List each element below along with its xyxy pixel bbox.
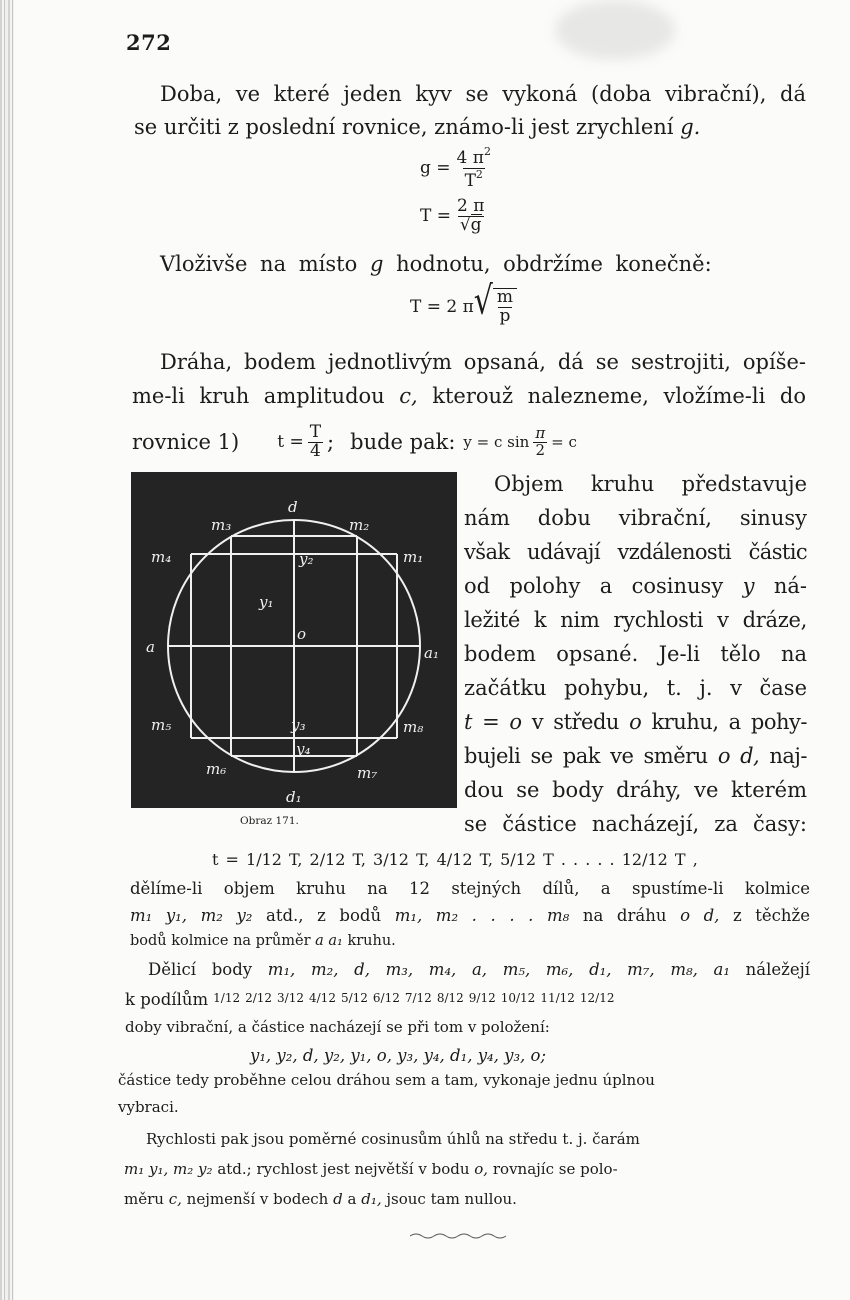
text: náležejí (745, 960, 810, 979)
text: hodnotu, obdržíme konečně: (396, 252, 712, 276)
side-line-4 (464, 576, 807, 597)
ellipsis: . . . . . (560, 850, 615, 869)
paragraph-3-line-1: Dráha, bodem jednotlivým opsaná, dá se sestrojiti, opíše- (160, 350, 806, 374)
text: naj- (769, 744, 807, 768)
figure-circle-diagram (131, 472, 457, 808)
label-m1: m₁ (403, 548, 424, 566)
paragraph-3-line-2 (132, 386, 806, 407)
fraction (308, 424, 323, 461)
side-line-9 (464, 746, 807, 767)
fraction: 6/12 (372, 991, 400, 1005)
time-item: 4/12 T (436, 850, 488, 869)
numerator: π (535, 424, 546, 443)
paragraph-4-line-3 (130, 934, 396, 949)
math: m₁, m₂ . . . . m₈ (394, 906, 570, 925)
exponent: 2 (483, 145, 491, 158)
fraction (455, 146, 493, 191)
text: z těchže (733, 906, 811, 925)
numerator: 2 π (457, 196, 485, 216)
paragraph-4-line-2 (130, 908, 810, 925)
paper-stain (555, 0, 675, 60)
text: bude pak: (350, 429, 456, 454)
side-line-11: se částice nacházejí, za časy: (464, 812, 807, 836)
fraction: 5/12 (340, 991, 368, 1005)
text: se určiti z poslední rovnice, známo-li jest zrychlení (134, 115, 674, 139)
fraction (455, 198, 486, 235)
label-y1: y₁ (259, 593, 274, 611)
exponent: 2 (475, 167, 483, 181)
side-line-2: nám dobu vibrační, sinusy (464, 506, 807, 530)
equation-T-final (410, 278, 517, 326)
math: m₁ y₁, m₂ y₂ (124, 1160, 213, 1178)
eq-lhs: T = (420, 206, 451, 227)
paragraph-4-line-1: dělíme-li objem kruhu na 12 stejných dílů, a spustíme-li kolmice (130, 879, 810, 898)
page-number: 272 (126, 30, 172, 55)
label-y4: y₄ (296, 740, 311, 758)
math: d₁, (361, 1190, 382, 1208)
paragraph-5-line-3: doby vibrační, a částice nacházejí se při tom v položení: (125, 1018, 550, 1036)
variable-od: o d, (717, 744, 760, 768)
text: rovnice 1) (132, 429, 240, 454)
text: ná- (773, 574, 807, 598)
math: o d, (680, 906, 720, 925)
fraction (533, 426, 547, 459)
eq-lhs: T = 2 π (410, 296, 474, 317)
paragraph-6-line-1: Rychlosti pak jsou poměrné cosinusům úhlů na středu t. j. čarám (146, 1130, 640, 1148)
paragraph-5-line-6: vybraci. (118, 1098, 179, 1116)
paragraph-1-line-2 (134, 117, 700, 138)
fraction: 9/12 (468, 991, 496, 1005)
text: měru (124, 1190, 164, 1208)
math: c, (168, 1190, 182, 1208)
fraction: 1/12 (213, 991, 241, 1005)
time-item: 1/12 T (246, 850, 298, 869)
label-m6: m₆ (206, 760, 227, 778)
text: bujeli se pak ve směru (464, 744, 708, 768)
fraction: 8/12 (436, 991, 464, 1005)
label-m8: m₈ (403, 718, 424, 736)
side-line-5: ležité k nim rychlosti v dráze, (464, 608, 807, 632)
fraction: 10/12 (500, 991, 536, 1005)
fraction: 3/12 (277, 991, 304, 1005)
equation-t-zero: t = o (464, 710, 522, 734)
label-d: d (288, 498, 298, 516)
side-line-3: však udávají vzdálenosti částic (464, 540, 807, 564)
math: m₁ y₁, m₂ y₂ (130, 906, 253, 925)
times-line: t = 1/12 T, 2/12 T, 3/12 T, 4/12 T, 5/12 T . . . . . 12/12 T , (212, 850, 698, 869)
time-item: 3/12 T (373, 850, 425, 869)
math: m₁, m₂, d, m₃, m₄, a, m₅, m₆, d₁, m₇, m₈, a₁ (267, 960, 730, 979)
side-line-7: začátku pohybu, t. j. v čase (464, 676, 807, 700)
label-o: o (297, 625, 307, 643)
wave-ornament-icon (410, 1232, 510, 1244)
numerator: m (496, 287, 514, 307)
fraction: 4/12 (309, 991, 336, 1005)
time-item: 5/12 T (500, 850, 554, 869)
side-line-10: dou se body dráhy, ve kterém (464, 778, 807, 802)
paragraph-5-line-1 (148, 962, 810, 979)
variable-g: g (369, 252, 384, 276)
label-d1: d₁ (286, 788, 302, 806)
time-item: 12/12 T , (621, 850, 698, 869)
label-y3: y₃ (291, 716, 306, 734)
variable-c: c, (399, 384, 418, 408)
text: a (347, 1190, 357, 1208)
text: na dráhu (582, 906, 667, 925)
paragraph-3-line-3 (132, 424, 577, 461)
math: o, (474, 1160, 489, 1178)
variable-y: y (742, 574, 755, 598)
denominator: 2 (535, 440, 546, 459)
text: atd.; rychlost jest největší v bodu (217, 1160, 470, 1178)
paragraph-5-line-2 (125, 992, 615, 1009)
eq-end: = c (551, 432, 577, 451)
paragraph-6-line-3 (124, 1192, 517, 1207)
side-line-8 (464, 712, 807, 733)
label-m2: m₂ (349, 516, 370, 534)
text: nejmenší v bodech (186, 1190, 329, 1208)
label-m4: m₄ (151, 548, 172, 566)
sqrt (473, 278, 517, 326)
side-line-1: Objem kruhu představuje (494, 472, 807, 496)
label-a: a (146, 638, 155, 656)
paragraph-6-line-2 (124, 1162, 618, 1177)
label-a1: a₁ (424, 644, 439, 662)
variable-g: g. (680, 115, 701, 139)
eq-y: y = c sin (463, 432, 530, 451)
paragraph-5-line-5: částice tedy proběhne celou dráhou sem a tam, vykonaje jednu úplnou (118, 1071, 655, 1089)
equation-g (420, 146, 497, 191)
positions-line: y₁, y₂, d, y₂, y₁, o, y₃, y₄, d₁, y₄, y₃, o; (250, 1046, 547, 1065)
text: v středu (531, 710, 619, 734)
eq-t: t = (277, 431, 304, 452)
numerator: T (309, 422, 322, 442)
text: k podílům (125, 990, 209, 1009)
denominator: g (470, 214, 482, 235)
equation-T (420, 198, 490, 235)
math: d (333, 1190, 343, 1208)
side-line-6: bodem opsané. Je-li tělo na (464, 642, 807, 666)
text: me-li kruh amplitudou (132, 384, 385, 408)
paragraph-1-line-1: Doba, ve které jeden kyv se vykoná (doba vibrační), dá (160, 82, 806, 106)
label-m7: m₇ (357, 764, 378, 782)
eq-lhs: g = (420, 158, 451, 179)
denominator: 4 (309, 440, 321, 461)
text: Dělicí body (148, 960, 253, 979)
numerator: 4 π (456, 148, 484, 168)
label-m5: m₅ (151, 716, 172, 734)
paragraph-2 (160, 254, 712, 275)
fraction: 12/12 (579, 991, 615, 1005)
figure-caption: Obraz 171. (240, 815, 299, 827)
separator: ; (327, 429, 335, 454)
book-binding-edge (0, 0, 14, 1300)
sqrt-icon: √ (459, 214, 471, 235)
fraction: 11/12 (540, 991, 575, 1005)
math: a a₁ (315, 933, 343, 949)
text: kterouž nalezneme, vložíme-li do (432, 384, 806, 408)
denominator: T (464, 170, 476, 191)
text: bodů kolmice na průměr (130, 933, 311, 949)
text: kruhu. (347, 933, 396, 949)
time-item: 2/12 T (309, 850, 361, 869)
denominator: p (499, 305, 511, 326)
text: jsouc tam nullou. (386, 1190, 517, 1208)
text: Vloživše na místo (160, 252, 358, 276)
t-equals: t = (212, 850, 239, 869)
fraction: 7/12 (404, 991, 432, 1005)
variable-o: o (629, 710, 642, 734)
text: kruhu, a pohy- (651, 710, 807, 734)
text: od polohy a cosinusy (464, 574, 724, 598)
label-m3: m₃ (211, 516, 232, 534)
circle-diagram (131, 472, 457, 808)
text: rovnajíc se polo- (492, 1160, 618, 1178)
label-y2: y₂ (299, 550, 314, 568)
text: atd., z bodů (266, 906, 382, 925)
sqrt-icon: √ (473, 278, 493, 324)
fraction: 2/12 (245, 991, 273, 1005)
